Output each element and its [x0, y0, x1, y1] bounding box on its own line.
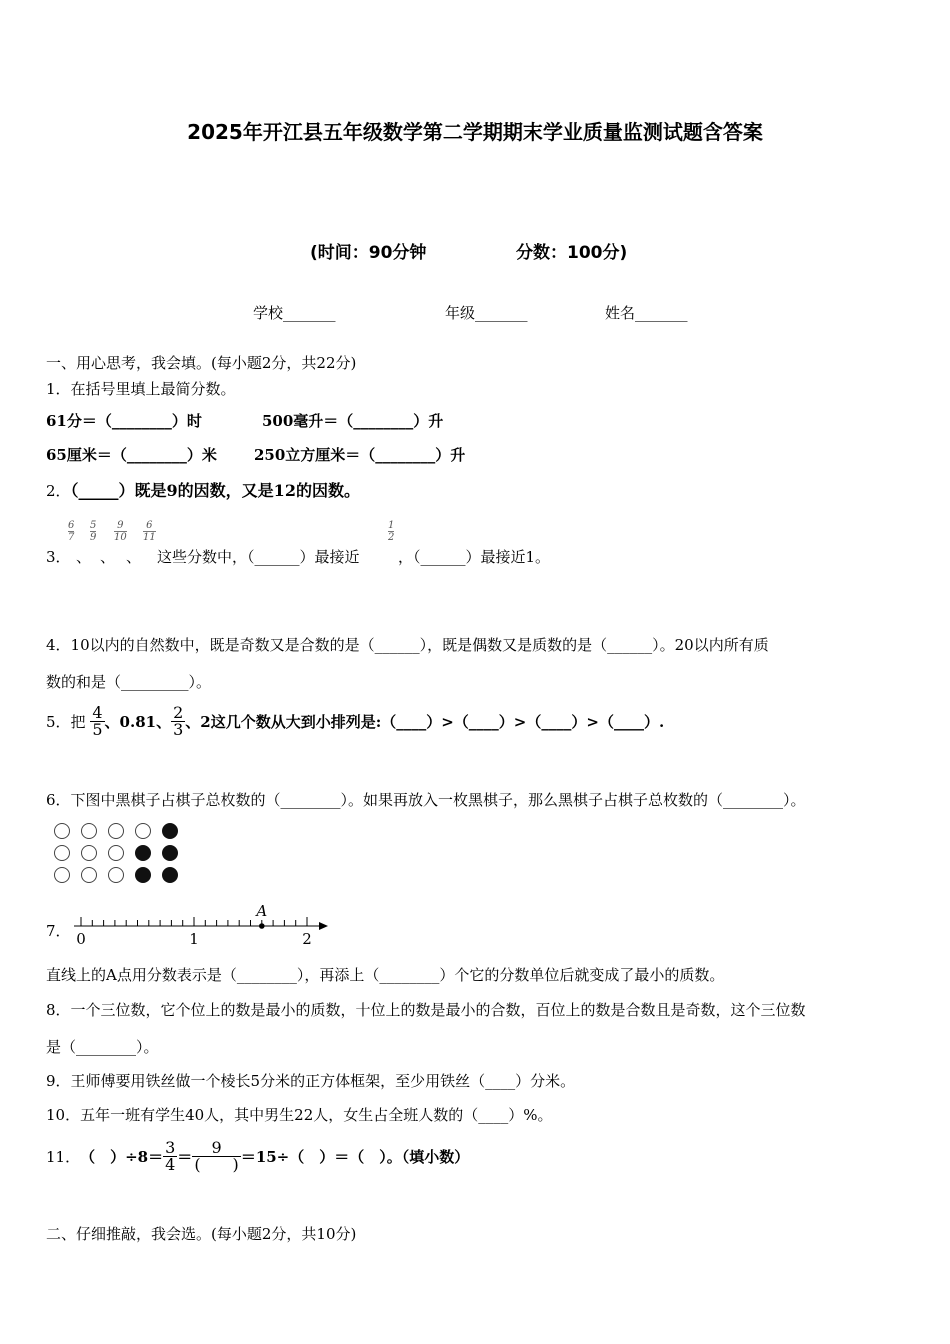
q8-number: 8．: [46, 1001, 71, 1019]
white-stone: [108, 823, 124, 839]
white-stone: [54, 845, 70, 861]
exam-time: (时间：90分钟: [310, 243, 427, 263]
q3-sep-3: 、: [126, 548, 142, 566]
white-stone: [108, 845, 124, 861]
q4-line1: [46, 634, 769, 655]
q1-line1b: 500毫升＝（________）升: [262, 412, 444, 430]
point-a-marker: [259, 923, 265, 929]
q10: [46, 1104, 553, 1125]
q9-text: 王师傅要用铁丝做一个棱长5分米的正方体框架，至少用铁丝（____）分米。: [70, 1072, 576, 1090]
q2-text: （_____）既是9的因数，又是12的因数。: [70, 481, 360, 500]
q5-suffix: 、2这几个数从大到小排列是:（____）>（____）>（____）>（____）.: [185, 713, 665, 731]
q8-line1: [46, 999, 806, 1020]
number-line-ticks: [81, 917, 307, 926]
page-title: 2025年开江县五年级数学第二学期期末学业质量监测试题含答案: [187, 120, 763, 144]
q3-text-a: 这些分数中，（______）最接近: [157, 548, 360, 566]
black-stone: [162, 823, 178, 839]
point-a-label: A: [256, 902, 268, 920]
q1-line2b: 250立方厘米＝（________）升: [254, 446, 466, 464]
name-field[interactable]: 姓名_______: [605, 304, 688, 322]
exam-score: 分数：100分): [516, 243, 628, 263]
q7-number: 7．: [46, 922, 71, 940]
q8-text-1: 一个三位数，它个位上的数是最小的质数，十位上的数是最小的合数，百位上的数是合数且是奇数，这个三位数: [70, 1001, 806, 1019]
black-stone: [135, 867, 151, 883]
white-stone: [108, 867, 124, 883]
school-field[interactable]: 学校_______: [253, 304, 336, 322]
white-stone: [54, 823, 70, 839]
q4-text-1: 10以内的自然数中，既是奇数又是合数的是（______），既是偶数又是质数的是（______）。20以内所有质: [70, 636, 769, 654]
q5-number: 5．: [46, 713, 71, 731]
q6-text: 下图中黑棋子占棋子总枚数的（________）。如果再放入一枚黑棋子，那么黑棋子占棋子总枚数的（________）。: [70, 791, 806, 809]
section2-heading: 二、仔细推敲，我会选。(每小题2分，共10分): [46, 1225, 357, 1243]
q4-line2: 数的和是（_________）。: [46, 673, 212, 691]
q11-part2: ＝15÷（ ）＝（ ）。（填小数）: [240, 1148, 470, 1166]
q9: [46, 1070, 575, 1091]
tick-label-1: 1: [189, 930, 199, 948]
q3-fraction-2: $\frac{5}{9}$: [90, 520, 97, 543]
q7-text: 直线上的A点用分数表示是（________），再添上（________）个它的分数单位后就变成了最小的质数。: [46, 966, 725, 984]
q4-number: 4．: [46, 636, 71, 654]
q11-part1: （ ）÷8＝: [80, 1148, 164, 1166]
white-stone: [81, 867, 97, 883]
q8-line2: 是（________）。: [46, 1038, 159, 1056]
tick-label-2: 2: [302, 930, 312, 948]
white-stone: [135, 823, 151, 839]
number-line-arrow: [319, 922, 328, 930]
q10-text: 五年一班有学生40人，其中男生22人，女生占全班人数的（____）%。: [80, 1106, 553, 1124]
q1-text: 在括号里填上最简分数。: [70, 380, 236, 398]
q5: [46, 705, 664, 738]
q11-fraction-2: $\frac{9}{( )}$: [194, 1138, 239, 1174]
q5-fraction-2: $\frac{2}{3}$: [173, 703, 184, 739]
q10-number: 10．: [46, 1106, 81, 1124]
q2-number: 2．: [46, 482, 71, 500]
q11-number: 11．: [46, 1148, 81, 1166]
q3-fraction-3: $\frac{9}{10}$: [114, 520, 127, 543]
q9-number: 9．: [46, 1072, 71, 1090]
q3-fraction-4: $\frac{6}{11}$: [143, 520, 156, 543]
q3-fraction-1: $\frac{6}{7}$: [68, 520, 75, 543]
q5-prefix: 把: [70, 713, 86, 731]
q3-sep-1: 、: [76, 548, 92, 566]
q3-fraction-half: $\frac{1}{2}$: [388, 520, 395, 543]
q5-fraction-1: $\frac{4}{5}$: [92, 703, 103, 739]
q11: [46, 1140, 469, 1173]
section1-heading: 一、用心思考，我会填。(每小题2分，共22分): [46, 354, 357, 372]
q1-number: 1．: [46, 380, 71, 398]
q1: [46, 378, 236, 399]
grade-field[interactable]: 年级_______: [445, 304, 528, 322]
tick-label-0: 0: [76, 930, 86, 948]
q11-fraction-1: $\frac{3}{4}$: [165, 1138, 176, 1174]
black-stone: [135, 845, 151, 861]
black-stone: [162, 867, 178, 883]
black-stone: [162, 845, 178, 861]
q5-mid: 、0.81、: [104, 713, 172, 731]
q1-line2a: 65厘米＝（________）米: [46, 446, 217, 464]
q6-number: 6．: [46, 791, 71, 809]
q1-line1a: 61分＝（________）时: [46, 412, 202, 430]
white-stone: [81, 845, 97, 861]
white-stone: [54, 867, 70, 883]
number-line: [66, 898, 336, 948]
white-stone: [81, 823, 97, 839]
q6: [46, 789, 806, 810]
q2: [46, 478, 360, 501]
q3-sep-2: 、: [100, 548, 116, 566]
q3-number: 3．: [46, 548, 71, 566]
q3-text-b: ，（______）最接近1。: [398, 548, 551, 566]
q11-eq: ＝: [177, 1148, 193, 1166]
